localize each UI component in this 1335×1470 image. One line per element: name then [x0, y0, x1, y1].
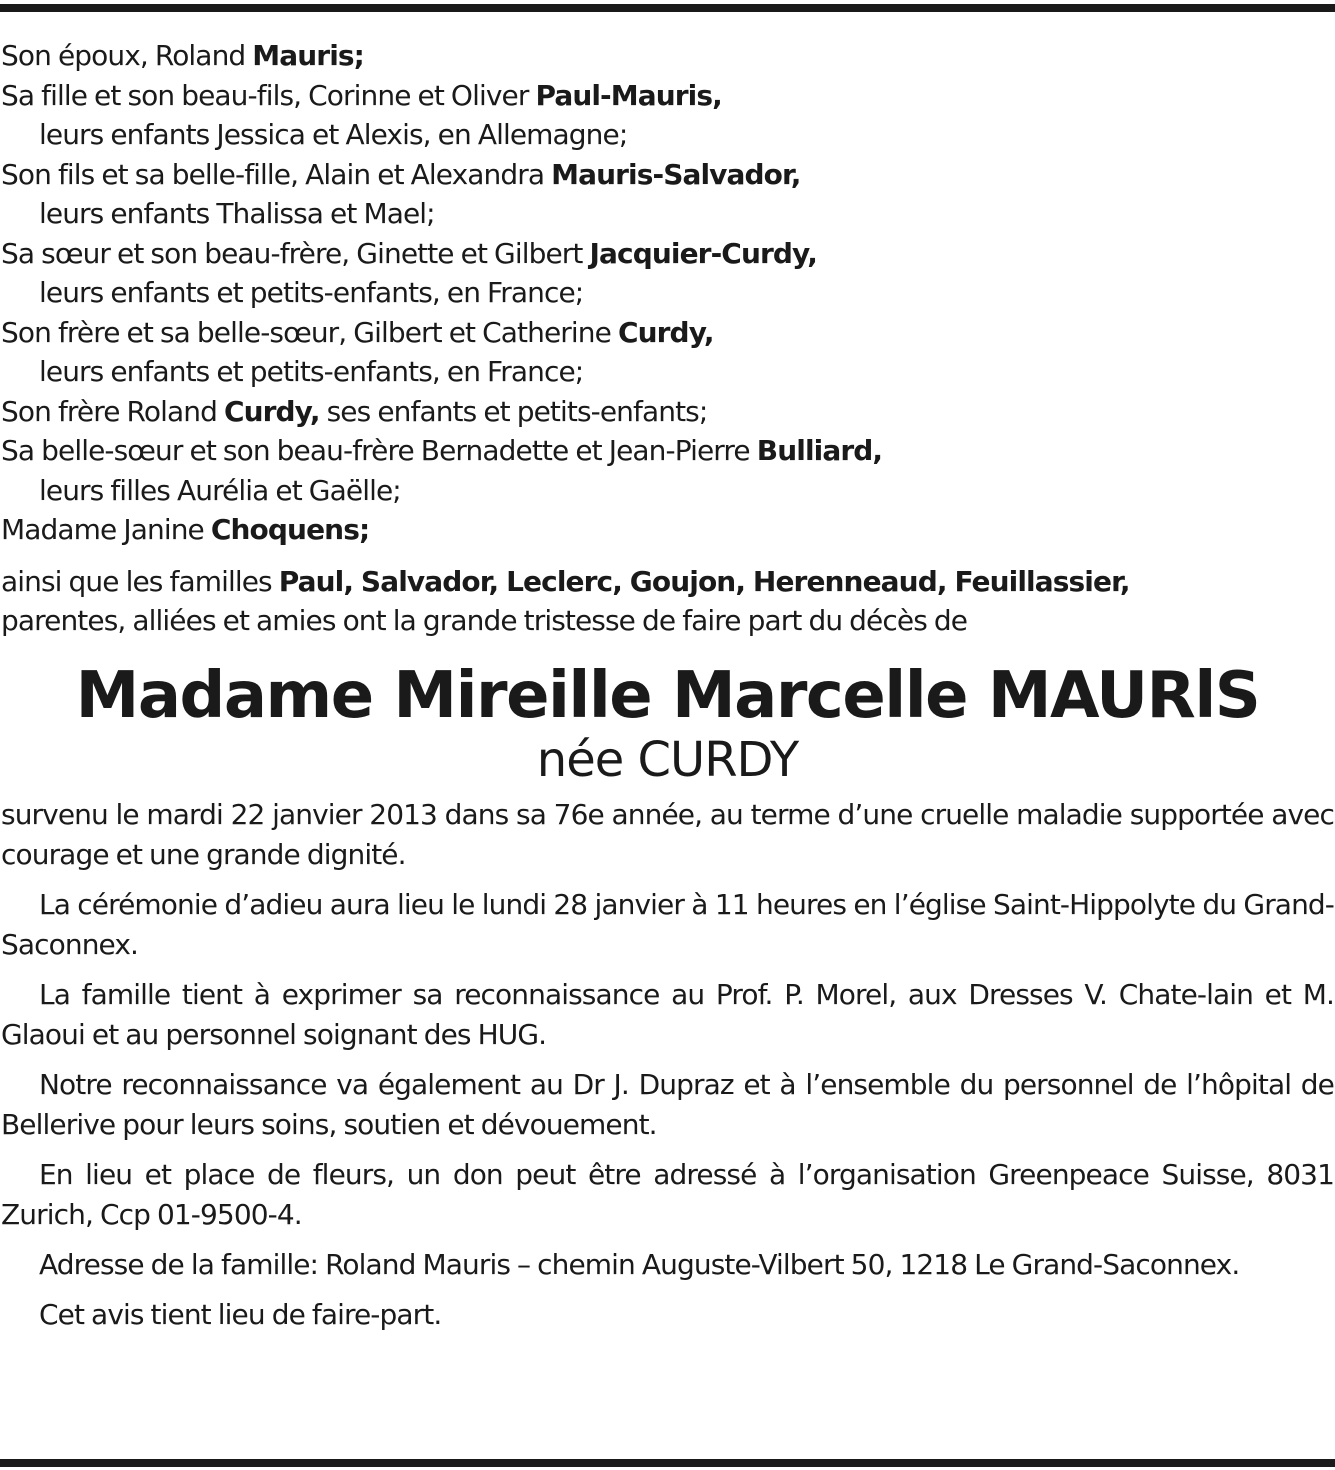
family-line — [1, 510, 1334, 550]
family-surname: Curdy, — [617, 315, 714, 349]
ceremony-paragraph: La cérémonie d’adieu aura lieu le lundi 28 janvier à 11 heures en l’église Saint-Hippolyte du Grand-Saconnex. — [1, 887, 1334, 961]
families-paragraph — [1, 562, 1334, 641]
line-text: Son frère Roland — [1, 394, 224, 428]
closing-paragraph: Cet avis tient lieu de faire-part. — [39, 1297, 442, 1331]
family-surname: Paul-Mauris, — [535, 78, 722, 112]
family-subline — [1, 115, 1334, 155]
family-surname: Jacquier-Curdy, — [589, 236, 817, 270]
obituary-notice — [1, 36, 1334, 1345]
family-line — [1, 76, 1334, 116]
deceased-name: Madame Mireille Marcelle MAURlS — [75, 658, 1260, 733]
line-text: leurs enfants et petits-enfants, en France; — [39, 276, 584, 309]
line-text: leurs filles Aurélia et Gaëlle; — [39, 473, 401, 507]
announcement-body — [1, 795, 1334, 1335]
family-subline — [1, 194, 1334, 234]
family-surname: Mauris; — [252, 39, 364, 72]
address-paragraph: Adresse de la famille: Roland Mauris – chemin Auguste-Vilbert 50, 1218 Le Grand-Saconnex. — [39, 1247, 1240, 1281]
family-subline — [1, 273, 1334, 313]
death-paragraph: survenu le mardi 22 janvier 2013 dans sa 76e année, au terme d’une cruelle maladie supportée avec courage et une grande dignité. — [1, 797, 1334, 871]
family-subline — [1, 352, 1334, 392]
families-line — [1, 562, 1334, 602]
bottom-rule — [0, 1459, 1335, 1467]
line-text: Son fils et sa belle-fille, Alain et Alexandra — [1, 157, 552, 191]
top-rule — [0, 4, 1335, 12]
line-text: Son frère et sa belle-sœur, Gilbert et Catherine — [1, 315, 618, 349]
families-continuation: parentes, alliées et amies ont la grande tristesse de faire part du décès de — [1, 604, 968, 637]
line-text: Sa belle-sœur et son beau-frère Bernadette et Jean-Pierre — [1, 434, 757, 467]
family-line — [1, 313, 1334, 353]
line-text: leurs enfants Thalissa et Mael; — [39, 197, 435, 230]
line-text: Sa fille et son beau-fils, Corinne et Oliver — [1, 78, 536, 112]
line-text: leurs enfants et petits-enfants, en France; — [39, 355, 584, 388]
line-text: Sa sœur et son beau-frère, Ginette et Gilbert — [1, 236, 590, 270]
family-surname: Mauris-Salvador, — [551, 157, 801, 191]
spacer — [1, 550, 1334, 562]
line-text: leurs enfants Jessica et Alexis, en Allemagne; — [39, 118, 628, 151]
family-line — [1, 431, 1334, 471]
family-list — [1, 36, 1334, 550]
hospital-thanks-paragraph: Notre reconnaissance va également au Dr J. Dupraz et à l’ensemble du personnel de l’hôpital de Bellerive pour leurs soins, soutien et dévouement. — [1, 1067, 1334, 1141]
family-line — [1, 155, 1334, 195]
family-surname: Bulliard, — [756, 434, 883, 467]
family-subline — [1, 471, 1334, 511]
thanks-paragraph: La famille tient à exprimer sa reconnaissance au Prof. P. Morel, aux Dresses V. Chate-lain et M. Glaoui et au personnel soignant des HUG. — [1, 977, 1334, 1051]
line-text: Son époux, Roland — [1, 39, 253, 72]
maiden-name: née CURDY — [536, 731, 799, 788]
line-text-after: ses enfants et petits-enfants; — [319, 394, 708, 428]
donation-paragraph: En lieu et place de fleurs, un don peut être adressé à l’organisation Greenpeace Suisse, 8031 Zurich, Ccp 01-9500-4. — [1, 1157, 1334, 1231]
family-line — [1, 36, 1334, 76]
family-line — [1, 392, 1334, 432]
family-line — [1, 234, 1334, 274]
family-names: Paul, Salvador, Leclerc, Goujon, Herenneaud, Feuillassier, — [278, 564, 1130, 598]
families-prefix: ainsi que les familles — [1, 564, 279, 598]
line-text: Madame Janine — [1, 513, 211, 546]
family-surname: Choquens; — [210, 513, 370, 546]
family-surname: Curdy, — [223, 394, 320, 428]
